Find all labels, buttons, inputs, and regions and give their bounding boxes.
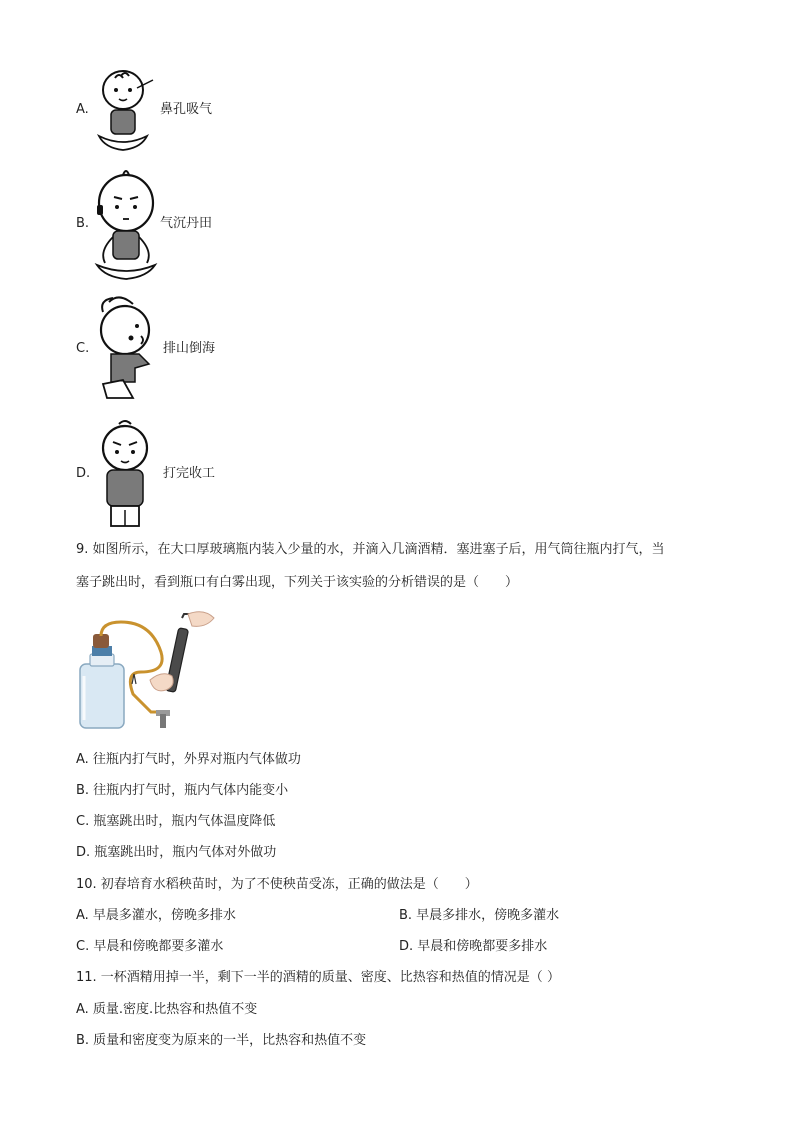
q10-stem: 10. 初春培育水稻秧苗时，为了不使秧苗受冻，正确的做法是（ ）: [76, 877, 478, 892]
q8-option-a-caption: 鼻孔吸气: [160, 102, 213, 117]
q10-option-d: D. 早晨和傍晚都要多排水: [399, 939, 548, 954]
q8-option-d-caption: 打完收工: [163, 466, 216, 481]
q8-option-c-caption: 排山倒海: [163, 341, 216, 356]
q9-option-a: A. 往瓶内打气时，外界对瓶内气体做功: [76, 752, 301, 767]
q11-option-a: A. 质量.密度.比热容和热值不变: [76, 1002, 258, 1017]
q10-option-c: C. 早晨和傍晚都要多灌水: [76, 939, 224, 954]
q9-stem-line2: 塞子跳出时，看到瓶口有白雾出现，下列关于该实验的分析错误的是（ ）: [76, 575, 519, 590]
q8-option-c-figure: [93, 292, 159, 404]
q8-option-b-caption: 气沉丹田: [160, 216, 213, 231]
q10-option-a: A. 早晨多灌水，傍晚多排水: [76, 908, 236, 923]
q10-option-b: B. 早晨多排水，傍晚多灌水: [399, 908, 560, 923]
q8-option-a-letter: A.: [76, 102, 89, 117]
q8-option-b-letter: B.: [76, 216, 90, 231]
q9-option-b: B. 往瓶内打气时，瓶内气体内能变小: [76, 783, 289, 798]
q9-option-d: D. 瓶塞跳出时，瓶内气体对外做功: [76, 845, 277, 860]
q8-option-c-letter: C.: [76, 341, 90, 356]
q8-option-a-figure: [93, 66, 159, 152]
q8-option-d-figure: [93, 418, 159, 530]
q11-option-b: B. 质量和密度变为原来的一半，比热容和热值不变: [76, 1033, 367, 1048]
q8-option-d-letter: D.: [76, 466, 91, 481]
q9-option-c: C. 瓶塞跳出时，瓶内气体温度降低: [76, 814, 276, 829]
q9-experiment-figure: [76, 610, 226, 732]
q9-stem-line1: 9. 如图所示，在大口厚玻璃瓶内装入少量的水，并滴入几滴酒精．塞进塞子后，用气筒往瓶内打气，当: [76, 542, 665, 557]
q8-option-b-figure: [93, 165, 159, 281]
q11-stem: 11. 一杯酒精用掉一半，剩下一半的酒精的质量、密度、比热容和热值的情况是（ ）: [76, 970, 560, 985]
